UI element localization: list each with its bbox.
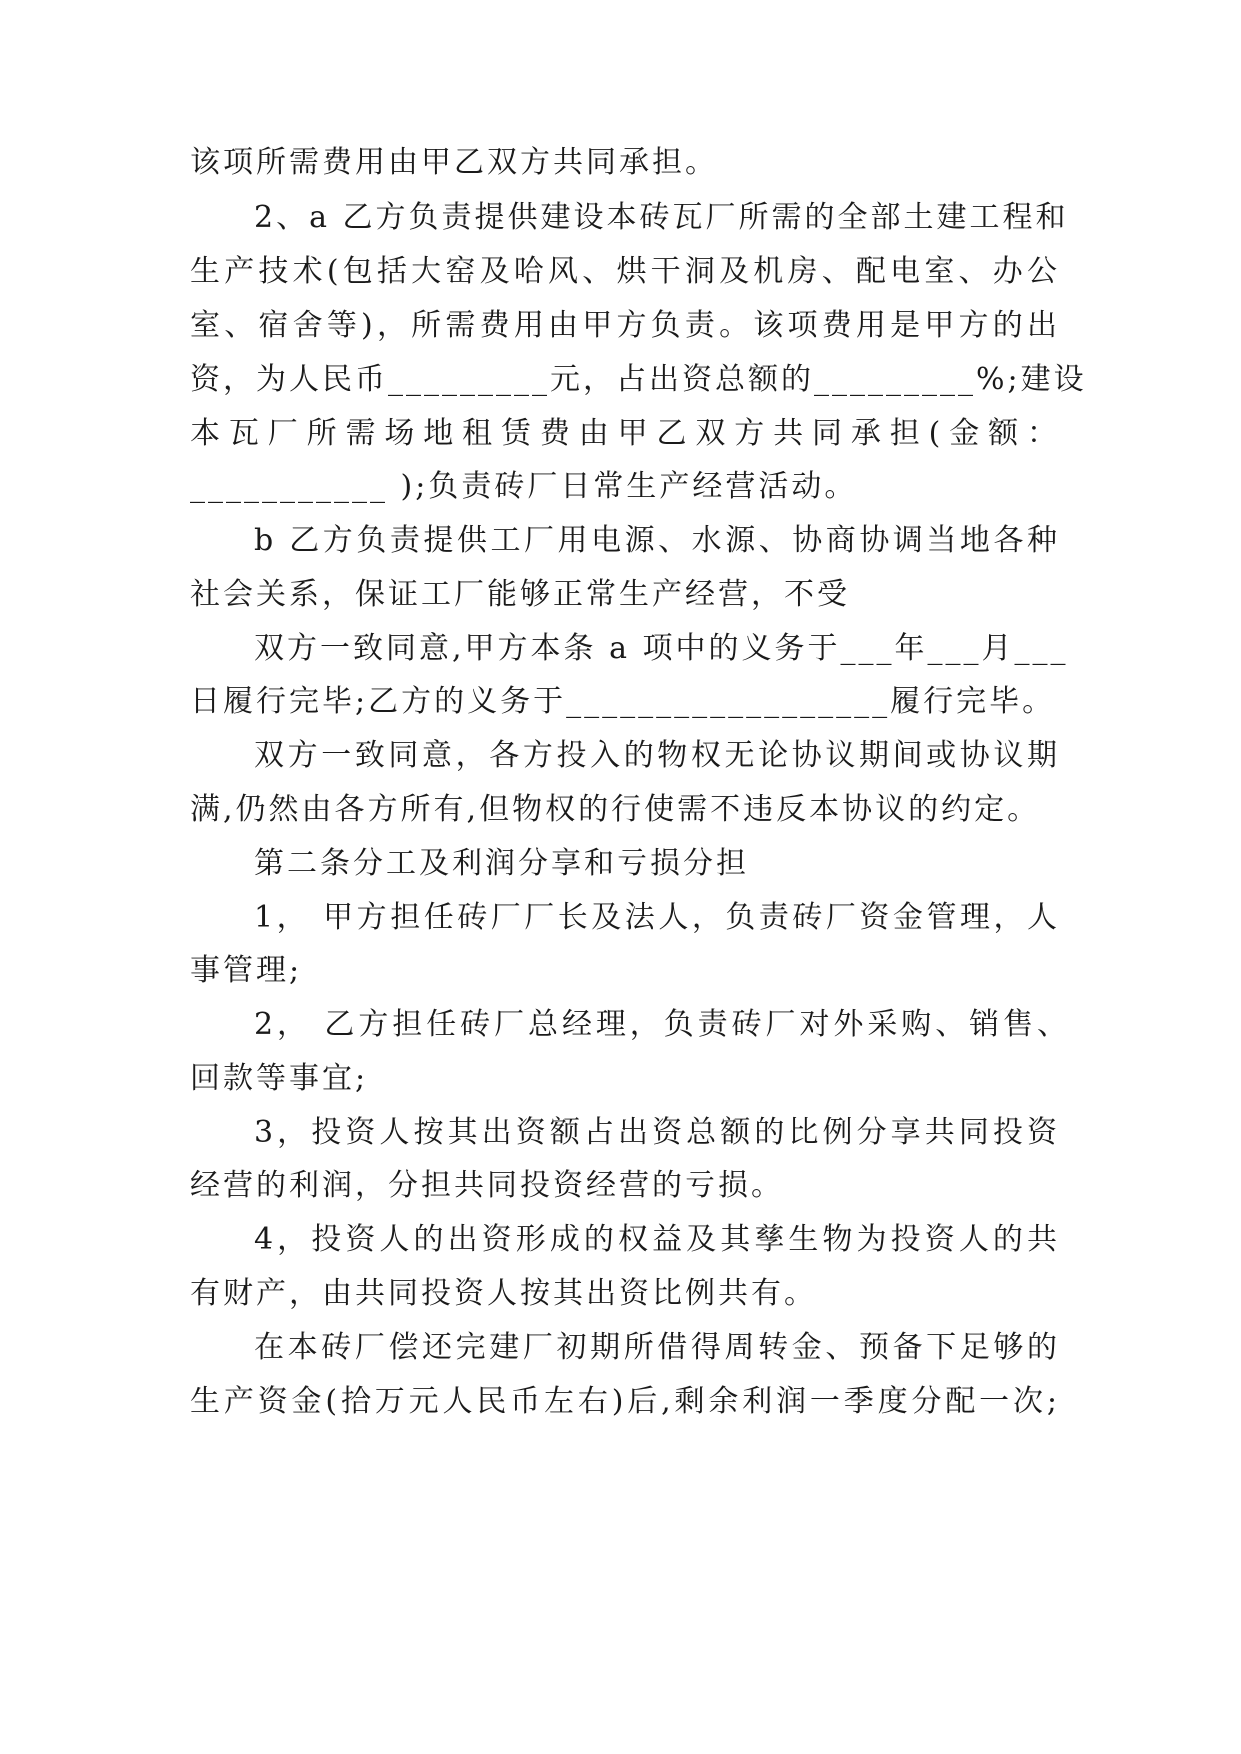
section-heading: 第二条分工及利润分享和亏损分担 — [254, 846, 749, 881]
text-line-10: 双方一致同意,甲方本条 a 项中的义务于___年___月___ — [254, 631, 1069, 666]
text-line-17: 2， 乙方担任砖厂总经理，负责砖厂对外采购、销售、 — [254, 1007, 1070, 1042]
text-line-12: 双方一致同意，各方投入的物权无论协议期间或协议期 — [254, 738, 1060, 773]
text-line-15: 1， 甲方担任砖厂厂长及法人，负责砖厂资金管理，人 — [254, 900, 1060, 935]
text-line-13: 满,仍然由各方所有,但物权的行使需不违反本协议的约定。 — [190, 792, 1041, 827]
text-line-4: 室、宿舍等)，所需费用由甲方负责。该项费用是甲方的出 — [190, 308, 1060, 343]
text-line-16: 事管理; — [190, 953, 303, 988]
text-line-7: ___________ );负责砖厂日常生产经营活动。 — [190, 469, 858, 504]
text-line-9: 社会关系，保证工厂能够正常生产经营，不受 — [190, 577, 850, 612]
text-line-18: 回款等事宜; — [190, 1061, 369, 1096]
text-line-22: 有财产，由共同投资人按其出资比例共有。 — [190, 1276, 817, 1311]
text-line-21: 4，投资人的出资形成的权益及其孳生物为投资人的共 — [254, 1222, 1060, 1257]
text-line-1: 该项所需费用由甲乙双方共同承担。 — [190, 145, 718, 180]
text-line-20: 经营的利润，分担共同投资经营的亏损。 — [190, 1168, 784, 1203]
text-line-6: 本瓦厂所需场地租赁费由甲乙双方共同承担(金额： — [190, 416, 1060, 451]
text-line-3: 生产技术(包括大窑及哈风、烘干洞及机房、配电室、办公 — [190, 254, 1060, 289]
text-line-11: 日履行完毕;乙方的义务于__________________履行完毕。 — [190, 684, 1056, 719]
text-line-23: 在本砖厂偿还完建厂初期所借得周转金、预备下足够的 — [254, 1330, 1060, 1365]
text-line-5: 资，为人民币_________元，占出资总额的_________%;建设 — [190, 362, 1087, 397]
text-line-24: 生产资金(拾万元人民币左右)后,剩余利润一季度分配一次; — [190, 1384, 1060, 1419]
text-line-2: 2、a 乙方负责提供建设本砖瓦厂所需的全部土建工程和 — [254, 200, 1069, 235]
text-line-19: 3，投资人按其出资额占出资总额的比例分享共同投资 — [254, 1115, 1060, 1150]
text-line-8: b 乙方负责提供工厂用电源、水源、协商协调当地各种 — [254, 523, 1060, 558]
